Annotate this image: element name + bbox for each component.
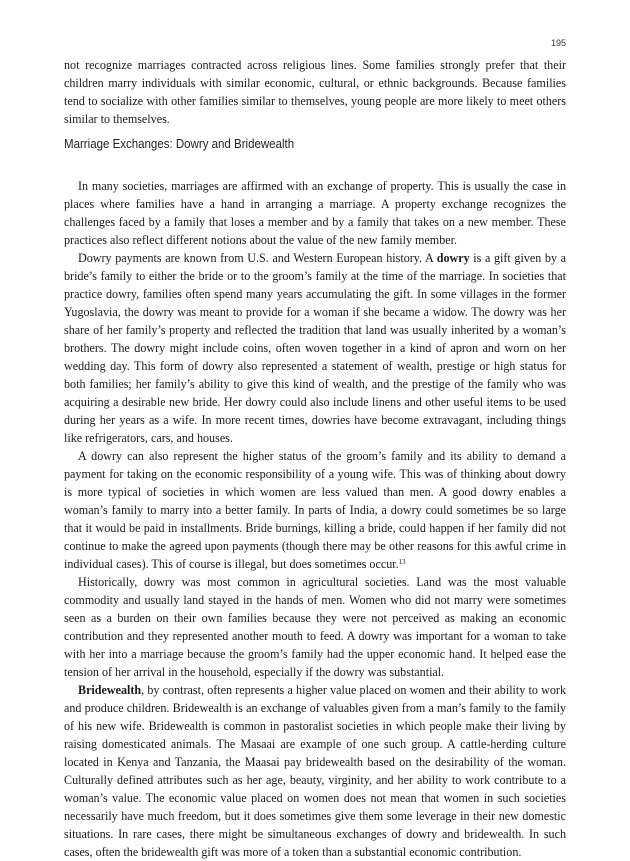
paragraph-groom-status (64, 447, 566, 573)
paragraph-text: is a gift given by a bride’s family to either the bride or to the groom’s family at the time of the marriage. In societies that practice dowry, families often spend many years accumulating the gift. In some villages in the former Yugoslavia, the dowry was meant to provide for a woman if she became a widow. The dowry was her share of her family’s property and reflected the tradition that land was usually inherited by a woman’s brothers. The dowry might include coins, often woven together in a kind of apron and worn on her wedding day. This form of dowry also represented a statement of wealth, prestige or high status for both families; her family’s ability to give this kind of wealth, and the prestige of the family who was acquiring a desirable new bride. Her dowry could also include linens and other useful items to be used during her years as a wife. In more recent times, dowries have become extravagant, including things like refrigerators, cars, and houses. (64, 251, 567, 445)
paragraph-text: A dowry can also represent the higher status of the groom’s family and its ability to demand a payment for taking on the economic responsibility of a young wife. This was of thinking about dowry is more typical of societies in which women are less valued than men. A good dowry enables a woman’s family to marry into a better family. In parts of India, a dowry could sometimes be so large that it would be paid in installments. Bride burnings, killing a bride, could happen if her family did not continue to make the agreed upon payments (though there may be other reasons for this awful crime in individual cases). This of course is illegal, but does sometimes occur. (64, 449, 566, 571)
intro-text (64, 56, 566, 128)
paragraph-text: , by contrast, often represents a higher value placed on women and their ability to work and produce children. Bridewealth is an exchange of valuables given from a man’s family to the family of his new wife. Bridewealth is common in pastoralist societies in which people make their living by raising domesticated animals. The Masaai are example of one such group. A cattle-herding culture located in Kenya and Tanzania, the Maasai pay bridewealth based on the desirability of the woman. Culturally defined attributes such as her age, beauty, virginity, and her ability to work contribute to a woman’s value. The economic value placed on women does not mean that women in such societies necessarily have much freedom, but it does sometimes give them some leverage in their new domestic situations. In rare cases, there might be simultaneous exchanges of dowry and bridewealth. In such cases, often the bridewealth gift was more of a token than a substantial economic contribution. (64, 683, 566, 859)
key-term-bridewealth: Bridewealth (78, 683, 142, 697)
page-number: 195 (550, 38, 566, 48)
paragraph-text: Dowry payments are known from U.S. and Western European history. A (78, 251, 437, 265)
section-body (64, 177, 566, 861)
paragraph-bridewealth (64, 681, 566, 861)
paragraph-dowry-definition (64, 249, 566, 447)
paragraph-property-exchange: In many societies, marriages are affirmed with an exchange of property. This is usually the case in places where families have a hand in arranging a marriage. A property exchange recognizes the challenges faced by a family that loses a member and by a family that takes on a new member. These practices also reflect different notions about the value of the new family member. (64, 179, 566, 247)
paragraph-agricultural-societies: Historically, dowry was most common in agricultural societies. Land was the most valuable commodity and usually land stayed in the hands of men. Women who did not marry were sometimes seen as a burden on their own families because they were not perceived as making an economic contribution and they represented another mouth to feed. A dowry was important for a woman to take with her into a marriage because the groom’s family had the upper economic hand. It helped ease the tension of her arrival in the household, especially if the dowry was substantial. (64, 575, 566, 679)
section-heading: Marriage Exchanges: Dowry and Bridewealth (64, 137, 295, 151)
intro-paragraph: not recognize marriages contracted across religious lines. Some families strongly prefer that their children marry individuals with similar economic, cultural, or ethnic backgrounds. Because families tend to socialize with other families similar to themselves, young people are more likely to meet others similar to themselves. (64, 58, 566, 126)
key-term-dowry: dowry (436, 251, 470, 265)
footnote-marker: 13 (398, 558, 406, 566)
